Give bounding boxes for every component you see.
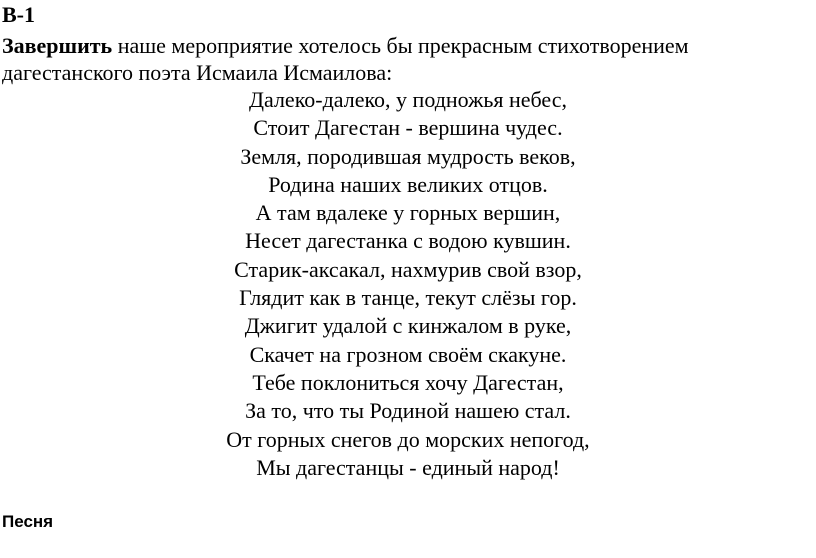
poem-line: Родина наших великих отцов. [268, 171, 548, 197]
poem-line: Джигит удалой с кинжалом в руке, [244, 313, 572, 339]
poem-line: Глядит как в танце, текут слёзы гор. [239, 285, 577, 311]
song-heading: Песня [2, 512, 54, 531]
poem-line: Скачет на грозном своём скакуне. [249, 341, 567, 367]
poem-line: Далеко-далеко, у подножья небес, [248, 87, 567, 112]
section-label: В-1 [2, 2, 35, 27]
intro-paragraph [2, 32, 802, 86]
poem-line: От горных снегов до морских непогод, [226, 426, 590, 452]
poem-line: Несет дагестанка с водою кувшин. [245, 228, 571, 254]
poem [0, 86, 816, 482]
poem-line: За то, что ты Родиной нашею стал. [245, 398, 571, 424]
poem-line: Мы дагестанцы - единый народ! [256, 454, 560, 480]
poem-line: Старик-аксакал, нахмурив свой взор, [234, 256, 582, 282]
poem-line: Стоит Дагестан - вершина чудес. [253, 115, 563, 141]
poem-line: Тебе поклониться хочу Дагестан, [252, 369, 564, 395]
poem-line: Земля, породившая мудрость веков, [240, 143, 576, 169]
poem-line: А там вдалеке у горных вершин, [255, 200, 561, 226]
intro-lead-word: Завершить [2, 33, 113, 58]
intro-text: наше мероприятие хотелось бы прекрасным стихотворением дагестанского поэта Исмаила Исмаилова: [2, 33, 689, 85]
